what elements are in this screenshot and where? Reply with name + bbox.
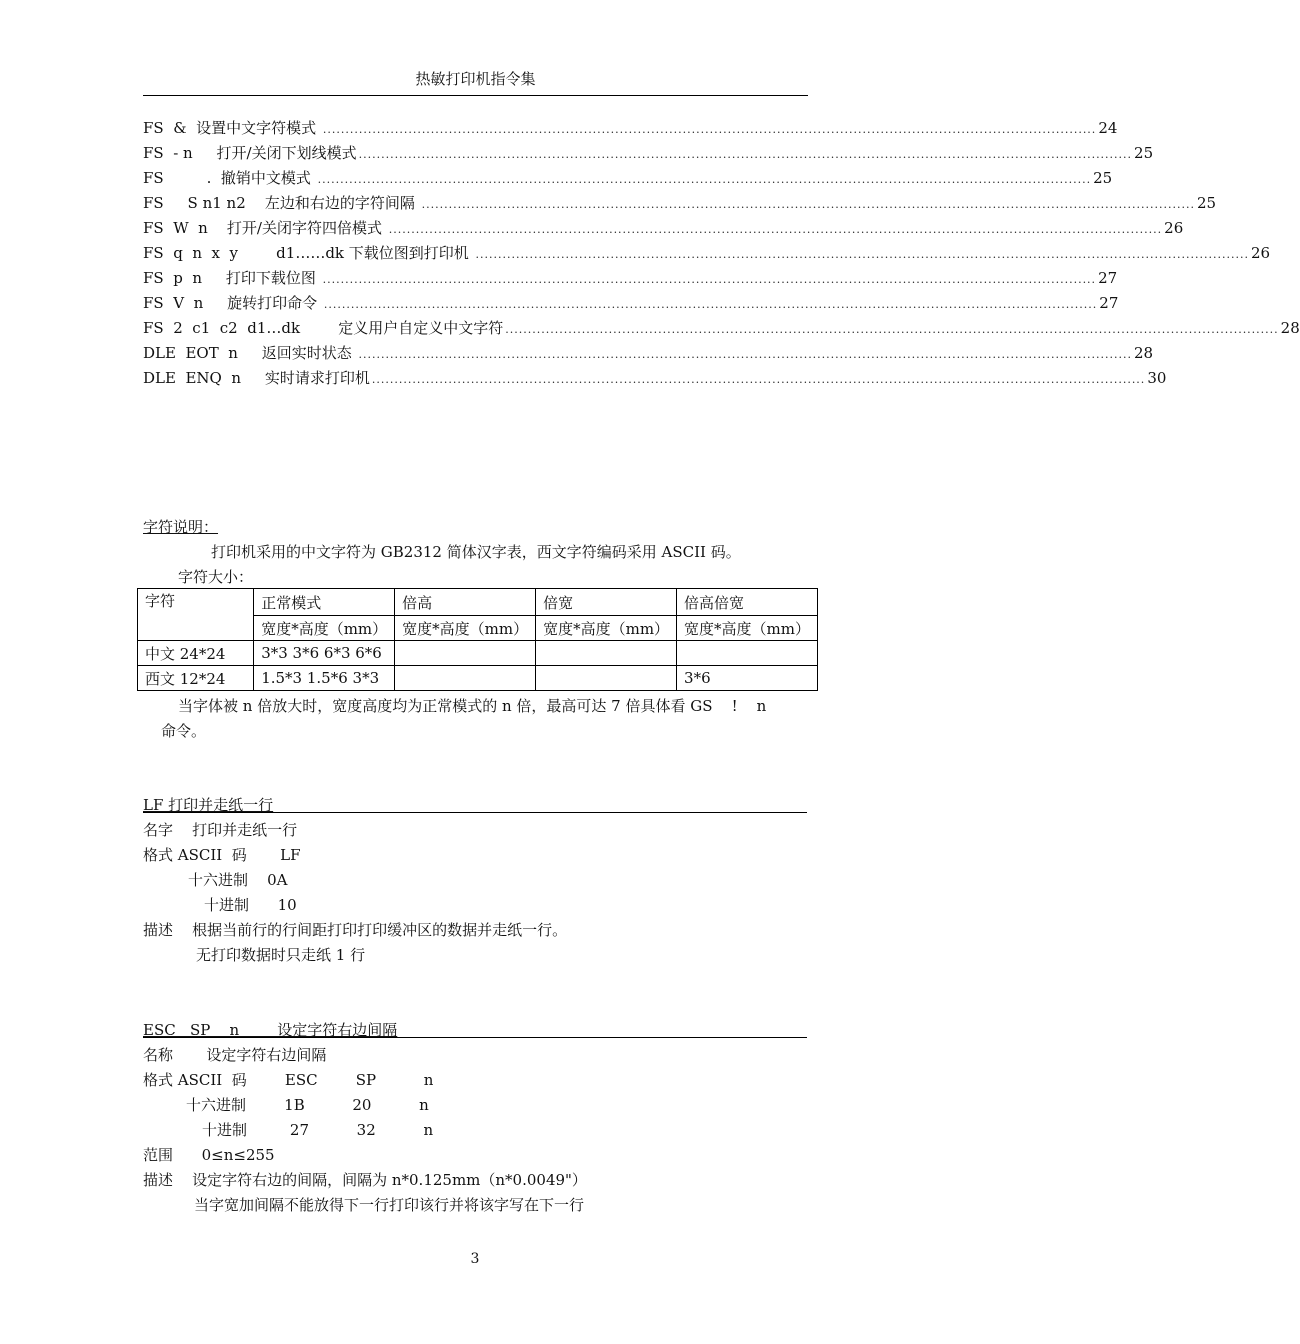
toc-page: 26 <box>1250 244 1271 262</box>
charset-title: 字符说明： <box>143 518 219 536</box>
toc-label: DLE EOT n 返回实时状态 <box>143 344 357 362</box>
toc-label: FS V n 旋转打印命令 <box>143 294 322 312</box>
section-divider <box>143 1037 807 1038</box>
toc-label: FS - n 打开/关闭下划线模式 <box>143 144 357 162</box>
toc-leader: ............................................................................................................................................................................ <box>358 348 1132 361</box>
toc-page: 24 <box>1098 119 1118 137</box>
toc-label: FS . 撤销中文模式 <box>143 169 316 187</box>
toc-row[interactable] <box>143 168 1113 193</box>
charset-size-label: 字符大小： <box>178 568 254 586</box>
toc-page: 27 <box>1098 269 1118 287</box>
table-header-cell: 字符 <box>138 589 254 641</box>
toc-leader: ............................................................................................................................................................................ <box>421 198 1196 211</box>
table-cell: 西文 12*24 <box>138 666 254 691</box>
table-cell <box>395 666 536 691</box>
esc-sp-hex: 十六进制 1B 20 n <box>186 1096 429 1114</box>
table-row <box>138 641 818 666</box>
toc-page: 25 <box>1197 194 1217 212</box>
table-unit-cell: 宽度*高度（mm） <box>536 616 677 641</box>
esc-sp-format: 格式 ASCII 码 ESC SP n <box>143 1071 434 1089</box>
charset-description: 打印机采用的中文字符为 GB2312 简体汉字表，西文字符编码采用 ASCII 码。 <box>211 543 741 561</box>
toc-leader: ............................................................................................................................................................................ <box>505 323 1279 336</box>
esc-sp-section-title: ESC SP n 设定字符右边间隔 <box>143 1021 398 1039</box>
toc-leader: ............................................................................................................................................................................ <box>322 123 1097 136</box>
table-header-row <box>138 589 818 616</box>
charset-note: 当字体被 n 倍放大时，宽度高度均为正常模式的 n 倍，最高可达 7 倍具体看 GS ! n <box>178 697 767 715</box>
page-header <box>143 68 808 96</box>
toc-leader: ............................................................................................................................................................................ <box>317 173 1092 186</box>
esc-sp-range: 范围 0≤n≤255 <box>143 1146 275 1164</box>
toc-row[interactable] <box>143 218 1184 243</box>
table-cell <box>677 641 818 666</box>
lf-description: 描述 根据当前行的行间距打印打印缓冲区的数据并走纸一行。 <box>143 921 568 939</box>
toc-page: 28 <box>1280 319 1300 337</box>
table-header-cell: 倍高倍宽 <box>677 589 818 616</box>
toc-leader: ............................................................................................................................................................................ <box>371 373 1146 386</box>
toc-row[interactable] <box>143 118 1118 143</box>
lf-dec: 十进制 10 <box>204 896 297 914</box>
table-cell: 3*6 <box>677 666 818 691</box>
toc-label: FS 2 c1 c2 d1…dk 定义用户自定义中文字符 <box>143 319 504 337</box>
toc-label: DLE ENQ n 实时请求打印机 <box>143 369 370 387</box>
toc-page: 30 <box>1147 369 1167 387</box>
table-cell: 3*3 3*6 6*3 6*6 <box>254 641 395 666</box>
toc-row[interactable] <box>143 193 1217 218</box>
table-header-cell: 正常模式 <box>254 589 395 616</box>
toc-leader: ............................................................................................................................................................................ <box>388 223 1163 236</box>
toc-row[interactable] <box>143 243 1271 268</box>
esc-sp-dec: 十进制 27 32 n <box>202 1121 434 1139</box>
table-unit-cell: 宽度*高度（mm） <box>677 616 818 641</box>
page-number: 3 <box>470 1251 480 1267</box>
esc-sp-description-2: 当字宽加间隔不能放得下一行打印该行并将该字写在下一行 <box>194 1196 585 1214</box>
table-cell: 中文 24*24 <box>138 641 254 666</box>
toc-label: FS q n x y d1……dk 下载位图到打印机 <box>143 244 474 262</box>
character-size-table <box>137 588 818 691</box>
lf-format: 格式 ASCII 码 LF <box>143 846 301 864</box>
document-title: 热敏打印机指令集 <box>415 70 536 88</box>
lf-name: 名字 打印并走纸一行 <box>143 821 298 839</box>
toc-label: FS & 设置中文字符模式 <box>143 119 321 137</box>
toc-leader: ............................................................................................................................................................................ <box>322 273 1097 286</box>
lf-hex: 十六进制 0A <box>188 871 288 889</box>
toc-page: 27 <box>1099 294 1119 312</box>
toc-row[interactable] <box>143 368 1167 393</box>
table-unit-cell: 宽度*高度（mm） <box>254 616 395 641</box>
table-header-cell: 倍宽 <box>536 589 677 616</box>
charset-note-cont: 命令。 <box>161 722 207 740</box>
table-header-cell: 倍高 <box>395 589 536 616</box>
table-row <box>138 666 818 691</box>
table-cell <box>536 666 677 691</box>
toc-row[interactable] <box>143 293 1119 318</box>
esc-sp-name: 名称 设定字符右边间隔 <box>143 1046 327 1064</box>
esc-sp-description: 描述 设定字符右边的间隔，间隔为 n*0.125mm（n*0.0049"） <box>143 1171 587 1189</box>
table-cell <box>536 641 677 666</box>
lf-section-title: LF 打印并走纸一行 <box>143 796 274 814</box>
table-cell: 1.5*3 1.5*6 3*3 <box>254 666 395 691</box>
toc-page: 25 <box>1134 144 1154 162</box>
table-unit-cell: 宽度*高度（mm） <box>395 616 536 641</box>
toc-leader: ............................................................................................................................................................................ <box>323 298 1098 311</box>
toc-page: 28 <box>1133 344 1154 362</box>
toc-page: 25 <box>1093 169 1113 187</box>
toc-leader: ............................................................................................................................................................................ <box>358 148 1133 161</box>
table-cell <box>395 641 536 666</box>
toc-page: 26 <box>1164 219 1184 237</box>
toc-row[interactable] <box>143 268 1118 293</box>
toc-row[interactable] <box>143 318 1300 343</box>
toc-label: FS S n1 n2 左边和右边的字符间隔 <box>143 194 420 212</box>
toc-label: FS p n 打印下载位图 <box>143 269 321 287</box>
toc-row[interactable] <box>143 343 1154 368</box>
toc-label: FS W n 打开/关闭字符四倍模式 <box>143 219 387 237</box>
table-of-contents <box>143 118 1300 393</box>
toc-leader: ............................................................................................................................................................................ <box>475 248 1249 261</box>
lf-description-2: 无打印数据时只走纸 1 行 <box>196 946 366 964</box>
toc-row[interactable] <box>143 143 1154 168</box>
section-divider <box>143 812 807 813</box>
